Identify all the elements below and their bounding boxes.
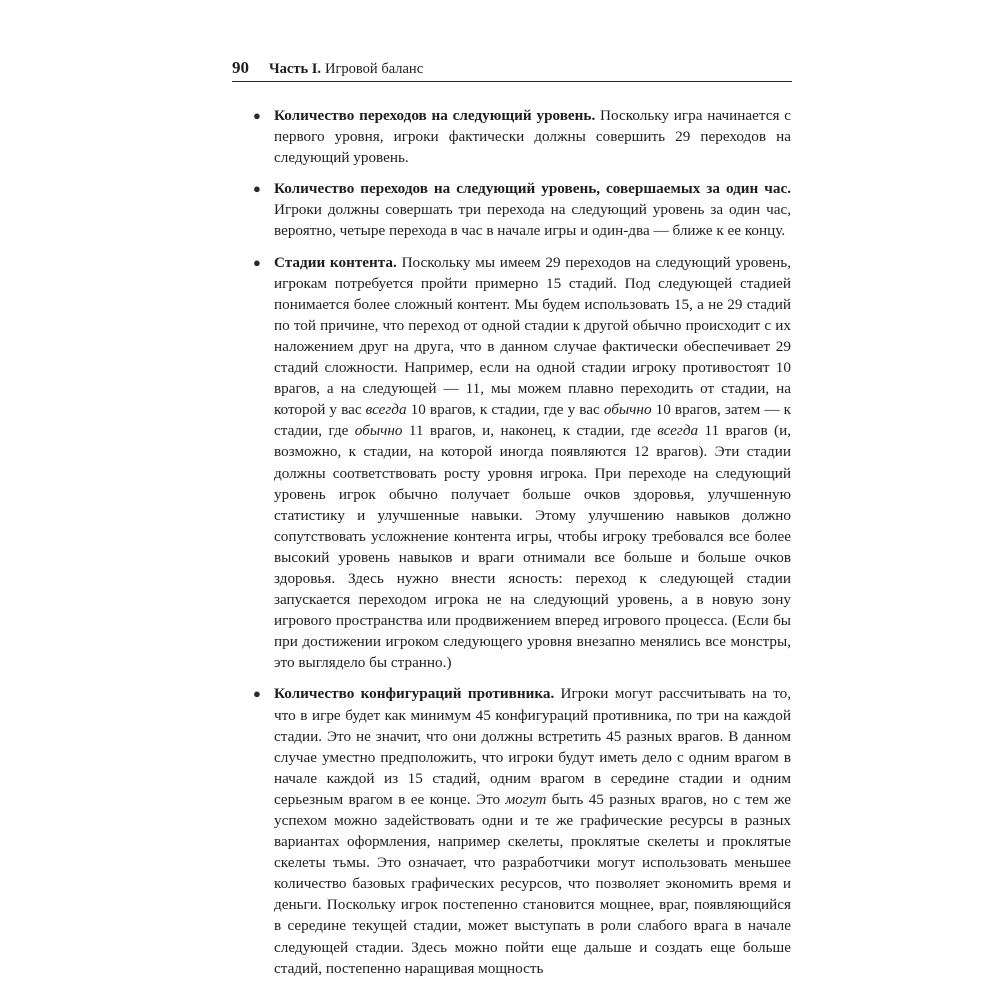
emphasis: всегда (657, 422, 699, 440)
page-number: 90 (232, 58, 249, 77)
item-text: Поскольку мы имеем 29 переходов на следующий уровень, игрокам потребуется пройти примерно 15 стадий. Под следующей стадией понимается более сложный контент. Мы будем использовать 15, а не 29 стадий по той причине, что переход от одной стадии к другой обычно происходит с их наложением друг на друга, что в данном случае фактически обеспечивает 29 стадий сложности. Например, если на одной стадии игроку противостоят 10 врагов, а на следующей — 11, мы можем плавно переходить от стадии, на которой у вас (274, 253, 792, 419)
emphasis: обычно (354, 422, 403, 440)
item-text: Игроки могут рассчитывать на то, что в игре будет как минимум 45 конфигураций противника, по три на каждой стадии. Это не значит, что они должны встретить 45 разных врагов. В данном случае уместно предположить, что игроки будут иметь дело с одним врагом в начале каждой из 15 стадий, одним врагом в середине стадии и одним серьезным врагом в ее конце. Это (274, 685, 791, 808)
part-label: Часть I. (269, 61, 322, 77)
bullet-list (253, 105, 791, 979)
list-item (253, 252, 791, 674)
item-lead: Количество конфигураций противника. (274, 685, 555, 703)
header-rule (232, 81, 792, 82)
bullet-icon: ● (253, 181, 261, 197)
item-lead: Стадии контента. (274, 253, 397, 271)
body-text (253, 105, 791, 989)
running-head (232, 58, 792, 80)
bullet-icon: ● (253, 108, 261, 123)
item-text: 10 врагов, к стадии, где у вас (406, 401, 604, 419)
item-text: быть 45 разных врагов, но с тем же успехом можно задействовать одни и те же графические ресурсы в разных вариантах оформления, например скелеты, проклятые скелеты и проклятые скелеты тьмы. Это означает, что разработчики могут использовать меньшее количество базовых графических ресурсов, что позволяет экономить время и деньги. Поскольку игрок постепенно становится мощнее, враг, появляющийся в середине текущей стадии, может выступать в роли слабого врага в начале следующей стадии. Здесь можно пойти еще дальше и создать еще больше стадий, постепенно наращивая мощность (274, 790, 791, 977)
emphasis: обычно (603, 401, 652, 419)
item-text: Игроки должны совершать три перехода на следующий уровень за один час, вероятно, четыре перехода в час в начале игры и один-два — ближе к ее концу. (274, 201, 791, 240)
emphasis: всегда (365, 401, 407, 419)
emphasis: могут (505, 790, 547, 808)
list-item (253, 178, 791, 241)
bullet-icon: ● (253, 686, 261, 702)
list-item (253, 105, 791, 168)
item-text: Поскольку игра начинается с первого уровня, игроки фактически должны совершить 29 переходов на следующий уровень. (274, 107, 791, 167)
bullet-icon: ● (253, 254, 261, 270)
item-text: 10 врагов, затем — к стадии, где (274, 401, 791, 440)
item-lead: Количество переходов на следующий уровень, совершаемых за один час. (274, 180, 791, 198)
part-title: Игровой баланс (325, 61, 424, 77)
list-item (253, 683, 791, 978)
item-lead: Количество переходов на следующий уровень. (274, 107, 596, 124)
item-text: 11 врагов (и, возможно, к стадии, на которой иногда появляются 12 врагов). Эти стадии должны соответствовать росту уровня игрока. При переходе на следующий уровень игрок обычно получает больше очков здоровья, улучшенную статистику и улучшенные навыки. Этому улучшению навыков должно сопутствовать усложнение контента игры, чтобы игроку требовался все более высокий уровень навыков и враги отнимали все больше и больше очков здоровья. Здесь нужно внести ясность: переход к следующей стадии запускается переходом игрока не на следующий уровень, а в новую зону игрового пространства или продвижением вперед игрового процесса. (Если бы при достижении игроком следующего уровня внезапно менялись все монстры, это выглядело бы странно.) (274, 422, 791, 672)
item-text: 11 врагов, и, наконец, к стадии, где (402, 422, 658, 440)
